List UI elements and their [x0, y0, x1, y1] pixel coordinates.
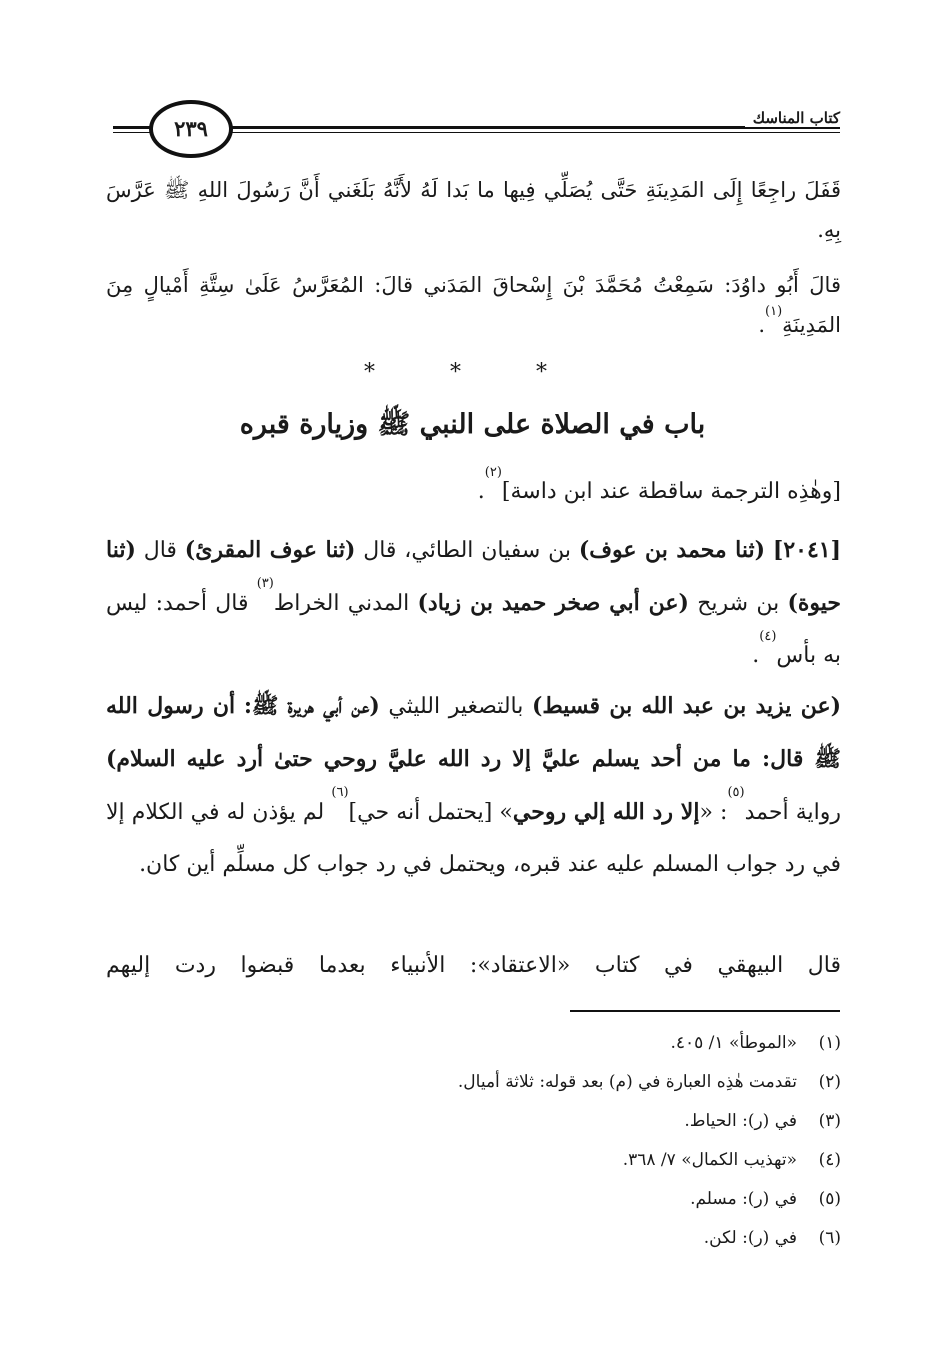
footnote-mark-5: (٥)	[727, 785, 745, 800]
footnote-text: في (ر): مسلم.	[690, 1189, 797, 1209]
footnote-mark-6: (٦)	[331, 785, 349, 800]
footnote-number: (١)	[818, 1033, 841, 1053]
footnote	[106, 1102, 841, 1141]
footnote-number: (٤)	[818, 1150, 841, 1170]
commentary-text: لم يؤذن له في الكلام إلا في رد جواب المسلم عليه عند قبره، ويحتمل في رد جواب كل مسلِّم أين كان.	[106, 800, 841, 877]
footnote-text: في (ر): لكن.	[703, 1228, 797, 1248]
continuation-line: قال البيهقي في كتاب «الاعتقاد»: الأنبياء بعدما قبضوا ردت إليهم	[106, 953, 841, 978]
footnote-mark-2: (٢)	[484, 465, 502, 480]
footnote	[106, 1063, 841, 1102]
narration-text: قال أحمد: ليس به بأس	[106, 591, 841, 668]
footnote-text: تقدمت هٰذِه العبارة في (م) بعد قوله: ثلاثة أميال.	[457, 1072, 797, 1092]
section-separator: * * *	[364, 360, 581, 385]
note-text: [وهٰذِه الترجمة ساقطة عند ابن داسة]	[501, 479, 841, 504]
narrator: (ثنا عوف المقرئ)	[184, 537, 356, 563]
narrator: (عن أبي صخر حميد بن زياد)	[417, 590, 689, 616]
intro-text: قالَ أَبُو داوُدَ: سَمِعْتُ مُحَمَّدَ بْنَ إِسْحاقَ المَدَني قالَ: المُعَرَّسُ عَلَىٰ سِتَّةِ أَمْيالٍ مِنَ المَدِينَةِ	[106, 273, 841, 337]
page-number: ٢٣٩	[149, 100, 233, 158]
hadith-paragraph	[106, 524, 841, 682]
narrator: (عن أبي هريرة ﷺ:	[243, 693, 380, 719]
commentary-text: رواية أحمد	[744, 800, 842, 825]
footnote-text: في (ر): الحياط.	[684, 1111, 797, 1131]
period: .	[752, 643, 760, 668]
footnote-text: «الموطأ» ١/ ٤٠٥.	[670, 1033, 797, 1053]
narrator: (ثنا محمد بن عوف)	[578, 537, 766, 563]
footnotes-list	[106, 1024, 841, 1258]
footnote	[106, 1180, 841, 1219]
commentary-text: : «	[699, 800, 728, 825]
period: .	[477, 479, 485, 504]
footnote	[106, 1141, 841, 1180]
footnote-number: (٣)	[818, 1111, 841, 1131]
hadith-text: أن رسول الله ﷺ قال: ما من أحد يسلم عليَّ إلا رد الله عليَّ روحي حتىٰ أرد عليه السلام)	[106, 693, 841, 772]
narration-text: المدني الخراط	[273, 591, 410, 616]
chapter-title: باب في الصلاة على النبي ﷺ وزيارة قبره	[239, 409, 706, 440]
commentary-text: » [يحتمل أنه حي]	[348, 800, 513, 825]
narrator: (عن يزيد بن عبد الله بن قسيط)	[532, 693, 842, 719]
footnote-separator	[570, 1010, 840, 1012]
intro-paragraph-2	[106, 265, 841, 345]
footnote-mark-1: (١)	[765, 304, 783, 319]
hadith-text: إلا رد الله إلي روحي	[512, 799, 700, 825]
narrator: (ثنا حيوة)	[106, 537, 842, 616]
footnote-mark-4: (٤)	[759, 629, 777, 644]
footnote-text: «تهذيب الكمال» ٧/ ٣٦٨.	[622, 1150, 797, 1170]
period: .	[758, 313, 766, 337]
book-title: كتاب المناسك	[745, 109, 840, 127]
footnote-number: (٥)	[818, 1189, 841, 1209]
narration-text: قال	[143, 538, 177, 563]
running-header	[113, 100, 840, 164]
narration-text: بن سفيان الطائي، قال	[363, 538, 571, 563]
footnote	[106, 1024, 841, 1063]
translator-note	[106, 466, 841, 518]
commentary-text: بالتصغير الليثي	[388, 694, 524, 719]
narration-text: بن شريح	[697, 591, 780, 616]
commentary-paragraph	[106, 680, 841, 891]
footnote-number: (٢)	[818, 1072, 841, 1092]
intro-paragraph-1: قَفَلَ راجِعًا إِلَى المَدِينَةِ حَتَّى يُصَلِّي فِيها ما بَدا لَهُ لأَنَّهُ بَلَغَني أَنَّ رَسُولَ اللهِ ﷺ عَرَّسَ بِهِ.	[106, 178, 841, 242]
footnote-mark-3: (٣)	[256, 576, 274, 591]
footnote	[106, 1219, 841, 1258]
hadith-number: [٢٠٤١]	[772, 537, 842, 563]
footnote-number: (٦)	[818, 1228, 841, 1248]
